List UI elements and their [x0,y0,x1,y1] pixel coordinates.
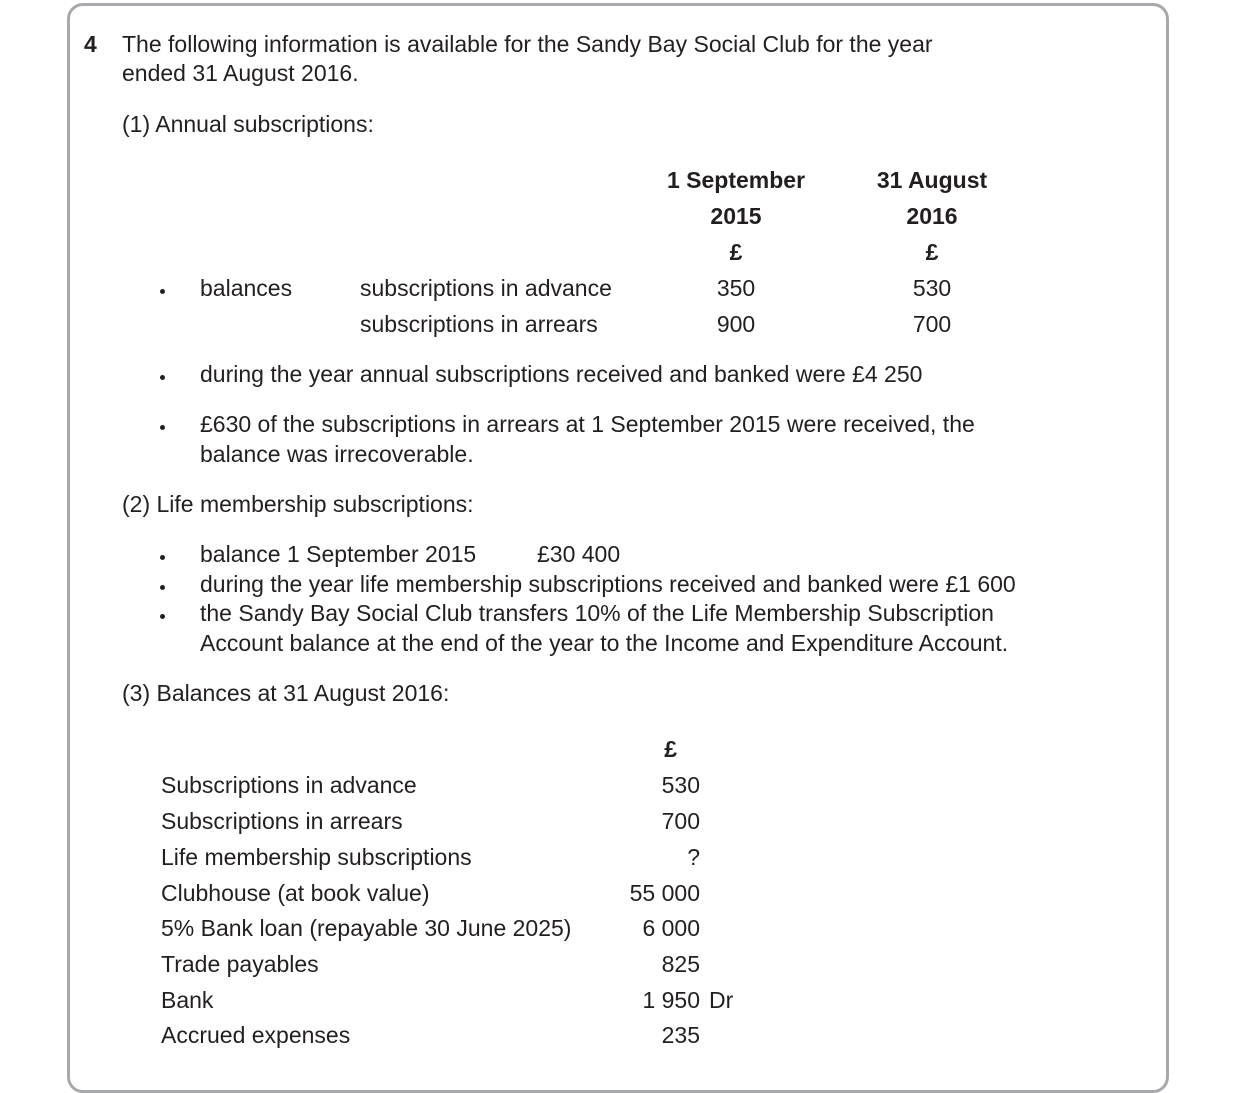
balance-row-label: Subscriptions in arrears [161,808,403,834]
section2-bullet1-label: balance 1 September 2015 [200,541,477,567]
section1-bullet2: during the year annual subscriptions received and banked were £4 250 [200,361,923,387]
question-intro-line1: The following information is available for the Sandy Bay Social Club for the year [122,31,933,57]
row-arrears-label: subscriptions in arrears [360,311,598,337]
balance-row-value: 530 [661,772,700,798]
balance-row-value: 235 [661,1022,700,1048]
balance-row-value: 1 950 [642,987,700,1013]
section2-bullet3-line1: the Sandy Bay Social Club transfers 10% of the Life Membership Subscription [200,600,994,626]
row-advance-2016: 530 [912,275,952,301]
balance-row-value: 700 [661,808,700,834]
bullet-icon [160,555,165,560]
section1-heading: (1) Annual subscriptions: [122,111,374,137]
section1-bullet3-line2: balance was irrecoverable. [200,441,474,467]
col-2015-header-line2: 2015 [710,203,762,229]
row-arrears-2016: 700 [912,311,952,337]
balance-row-label: Accrued expenses [161,1022,351,1048]
balance-row-label: Clubhouse (at book value) [161,880,430,906]
row-advance-2015: 350 [716,275,756,301]
section2-bullet2: during the year life membership subscriptions received and banked were £1 600 [200,571,1016,597]
question-intro-line2: ended 31 August 2016. [122,60,359,86]
col-2015-header-line1: 1 September [666,167,806,193]
col-2015-unit: £ [729,239,743,265]
section1-bullet3-line1: £630 of the subscriptions in arrears at 1 September 2015 were received, the [200,411,975,437]
col-2016-unit: £ [925,239,939,265]
balance-row-label: Subscriptions in advance [161,772,417,798]
col-2016-header-line1: 31 August [876,167,988,193]
section3-unit: £ [664,736,677,762]
row-advance-label: subscriptions in advance [360,275,612,301]
question-number: 4 [84,31,97,57]
balance-row-suffix: Dr [709,987,734,1013]
balance-row-label: 5% Bank loan (repayable 30 June 2025) [161,915,572,941]
balance-row-value: 825 [661,951,700,977]
section2-bullet3-line2: Account balance at the end of the year to the Income and Expenditure Account. [200,630,1009,656]
section2-bullet1-value: £30 400 [537,541,621,567]
section2-heading: (2) Life membership subscriptions: [122,491,474,517]
col-2016-header-line2: 2016 [906,203,958,229]
balance-row-value: 6 000 [642,915,700,941]
bullet-icon [160,289,165,294]
bullet-icon [160,425,165,430]
balance-row-value: 55 000 [629,880,700,906]
bullet-icon [160,375,165,380]
balance-row-value: ? [687,844,700,870]
bullet-icon [160,614,165,619]
row-arrears-2015: 900 [716,311,756,337]
balance-row-label: Trade payables [161,951,319,977]
bullet-icon [160,585,165,590]
balance-row-label: Bank [161,987,214,1013]
balance-row-label: Life membership subscriptions [161,844,472,870]
section3-heading: (3) Balances at 31 August 2016: [122,680,450,706]
balances-label: balances [200,275,293,301]
